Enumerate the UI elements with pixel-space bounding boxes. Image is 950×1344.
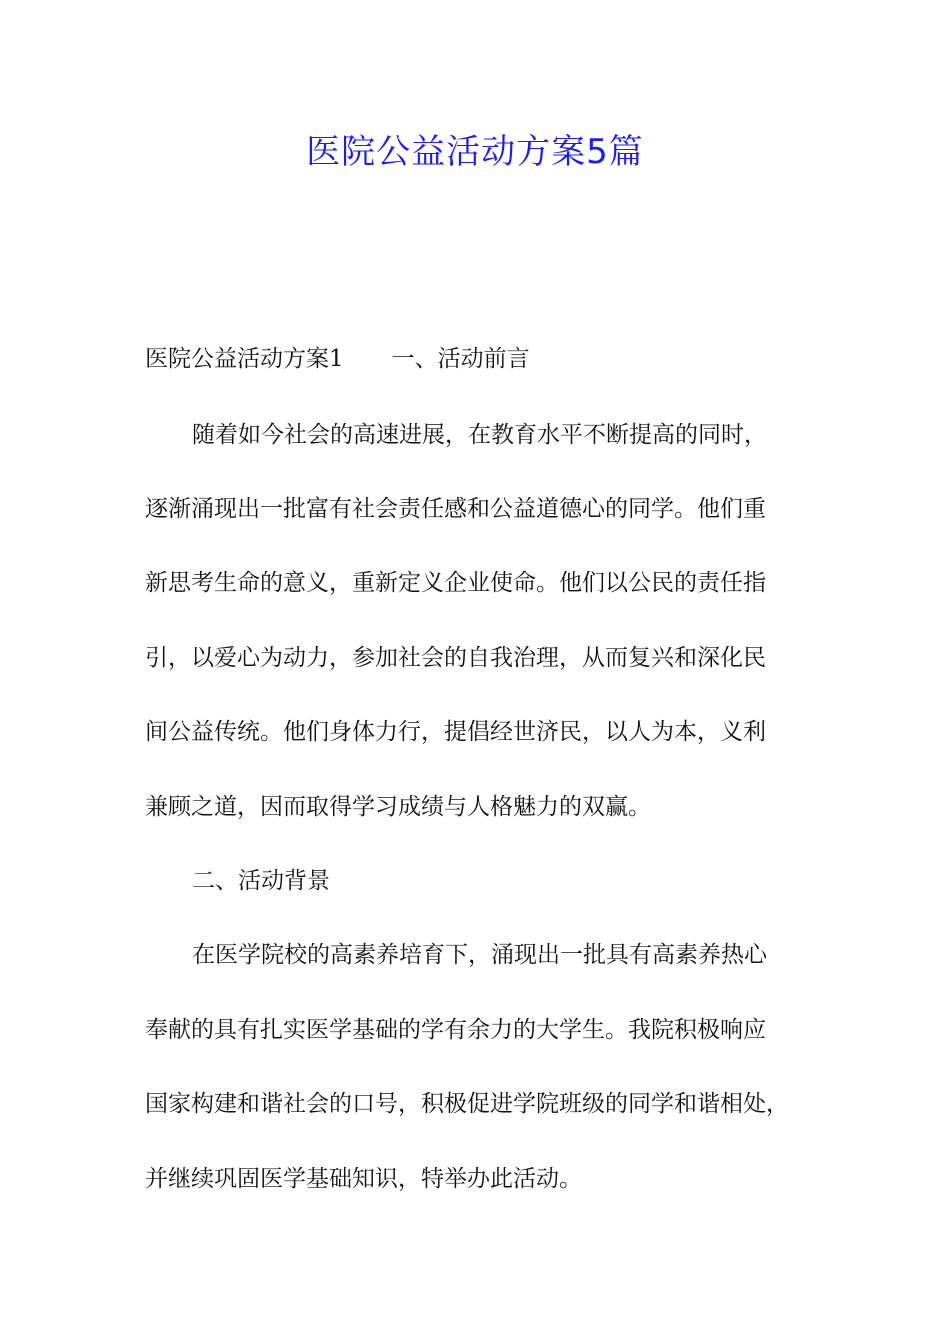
plan-label: 医院公益活动方案1 [145, 346, 344, 372]
paragraph-line: 随着如今社会的高速进展，在教育水平不断提高的同时， [192, 422, 767, 448]
paragraph-line: 新思考生命的意义，重新定义企业使命。他们以公民的责任指 [145, 570, 766, 596]
paragraph-line: 逐渐涌现出一批富有社会责任感和公益道德心的同学。他们重 [145, 496, 766, 522]
paragraph-line: 并继续巩固医学基础知识，特举办此活动。 [145, 1166, 582, 1192]
heading-line [145, 344, 835, 374]
section-heading-2-wrap [145, 866, 835, 896]
paragraph-line: 兼顾之道，因而取得学习成绩与人格魅力的双赢。 [145, 794, 651, 820]
paragraph-2 [145, 940, 835, 970]
paragraph-line: 间公益传统。他们身体力行，提倡经世济民，以人为本，义利 [145, 719, 766, 745]
paragraph-1 [145, 420, 835, 450]
paragraph-line: 引，以爱心为动力，参加社会的自我治理，从而复兴和深化民 [145, 645, 766, 671]
paragraph-1-line-2 [145, 494, 835, 524]
paragraph-1-line-3 [145, 568, 835, 598]
paragraph-line: 奉献的具有扎实医学基础的学有余力的大学生。我院积极响应 [145, 1017, 766, 1043]
paragraph-2-line-3 [145, 1089, 835, 1119]
paragraph-2-line-4 [145, 1164, 835, 1194]
paragraph-line: 在医学院校的高素养培育下，涌现出一批具有高素养热心 [192, 942, 767, 968]
section-heading-2: 二、活动背景 [192, 868, 330, 894]
paragraph-2-line-2 [145, 1015, 835, 1045]
paragraph-line: 国家构建和谐社会的口号，积极促进学院班级的同学和谐相处， [145, 1091, 789, 1117]
paragraph-1-line-6 [145, 792, 835, 822]
paragraph-1-line-5 [145, 717, 835, 747]
section-heading-1: 一、活动前言 [391, 346, 530, 372]
paragraph-1-line-4 [145, 643, 835, 673]
document-title: 医院公益活动方案5篇 [306, 132, 644, 172]
